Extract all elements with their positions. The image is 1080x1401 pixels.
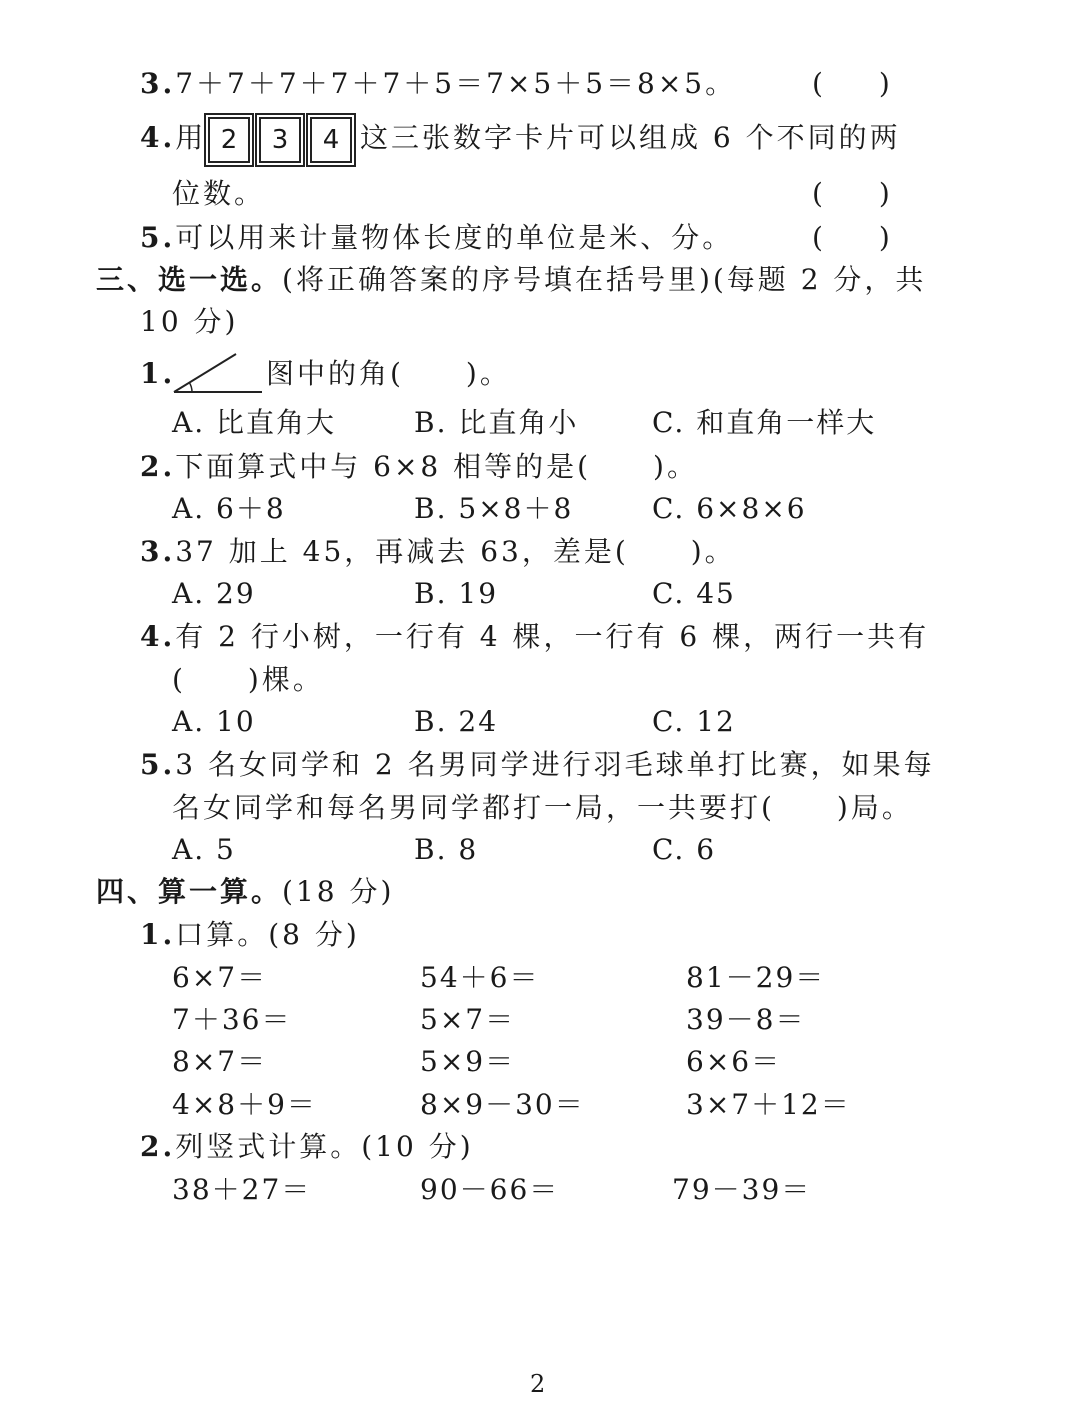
oral-calc[interactable]: 8×9－30＝ xyxy=(420,1088,585,1121)
digit-card: 3 xyxy=(259,117,301,163)
option-a[interactable]: A. 比直角大 xyxy=(172,406,337,439)
part-title: 列竖式计算。(10 分) xyxy=(175,1130,474,1163)
option-a[interactable]: A. 10 xyxy=(172,705,256,738)
oral-calc[interactable]: 54＋6＝ xyxy=(420,961,540,994)
page-number: 2 xyxy=(530,1370,546,1398)
q-text: 这三张数字卡片可以组成 6 个不同的两 xyxy=(360,121,901,154)
q-text: 可以用来计量物体长度的单位是米、分。 xyxy=(175,221,734,254)
part-1-heading xyxy=(140,917,360,953)
q-number: 2. xyxy=(140,1130,176,1163)
option-a[interactable]: A. 6＋8 xyxy=(172,492,286,525)
q-text: 7＋7＋7＋7＋7＋5＝7×5＋5＝8×5。 xyxy=(175,67,737,100)
oral-calc[interactable]: 7＋36＝ xyxy=(172,1003,292,1036)
oral-calc[interactable]: 39－8＝ xyxy=(686,1003,806,1036)
part-title: 口算。(8 分) xyxy=(175,918,360,951)
oral-calc[interactable]: 8×7＝ xyxy=(172,1045,268,1078)
section-title: 四、算一算。 xyxy=(96,875,283,908)
q-number: 4. xyxy=(140,121,176,154)
oral-calc[interactable]: 4×8＋9＝ xyxy=(172,1088,317,1121)
q-stem-2: ( )棵。 xyxy=(172,663,324,696)
oral-calc[interactable]: 6×7＝ xyxy=(172,961,268,994)
oral-calc[interactable]: 6×6＝ xyxy=(686,1045,782,1078)
angle-ray-top xyxy=(174,354,236,392)
oral-calc[interactable]: 5×9＝ xyxy=(420,1045,516,1078)
oral-calc[interactable]: 81－29＝ xyxy=(686,961,826,994)
option-b[interactable]: B. 19 xyxy=(414,577,499,610)
part-2-heading xyxy=(140,1129,474,1165)
vertical-calc[interactable]: 90－66＝ xyxy=(420,1173,560,1206)
vertical-calc[interactable]: 79－39＝ xyxy=(672,1173,812,1206)
section-desc-2: 10 分) xyxy=(140,305,239,338)
oral-calc[interactable]: 5×7＝ xyxy=(420,1003,516,1036)
option-c[interactable]: C. 6×8×6 xyxy=(652,492,807,525)
q-stem-2: 名女同学和每名男同学都打一局，一共要打( )局。 xyxy=(172,791,913,824)
option-b[interactable]: B. 5×8＋8 xyxy=(414,492,574,525)
angle-arc xyxy=(189,382,192,392)
section-desc: (将正确答案的序号填在括号里)(每题 2 分，共 xyxy=(282,263,927,296)
option-c[interactable]: C. 12 xyxy=(652,705,736,738)
answer-blank[interactable]: ( ) xyxy=(812,221,890,254)
option-c[interactable]: C. 和直角一样大 xyxy=(652,406,877,439)
q-number: 1. xyxy=(140,918,176,951)
judge-q3 xyxy=(140,66,736,102)
q5 xyxy=(140,747,935,783)
q2 xyxy=(140,449,698,485)
q-stem: 3 名女同学和 2 名男同学进行羽毛球单打比赛，如果每 xyxy=(175,748,935,781)
option-b[interactable]: B. 24 xyxy=(414,705,499,738)
judge-q5 xyxy=(140,220,733,256)
option-b[interactable]: B. 8 xyxy=(414,833,479,866)
q-stem: 图中的角( )。 xyxy=(266,357,511,390)
q-number: 2. xyxy=(140,450,176,483)
q-stem: 下面算式中与 6×8 相等的是( )。 xyxy=(175,450,698,483)
acute-angle-figure xyxy=(170,350,264,396)
judge-q4 xyxy=(140,120,206,156)
q-number: 4. xyxy=(140,620,176,653)
digit-card: 4 xyxy=(310,117,352,163)
option-b[interactable]: B. 比直角小 xyxy=(414,406,579,439)
option-c[interactable]: C. 6 xyxy=(652,833,717,866)
section-title: 三、选一选。 xyxy=(96,263,283,296)
q-stem: 有 2 行小树，一行有 4 棵，一行有 6 棵，两行一共有 xyxy=(175,620,930,653)
option-a[interactable]: A. 29 xyxy=(172,577,256,610)
option-c[interactable]: C. 45 xyxy=(652,577,736,610)
q-number: 5. xyxy=(140,221,176,254)
oral-calc[interactable]: 3×7＋12＝ xyxy=(686,1088,851,1121)
q-number: 3. xyxy=(140,535,176,568)
q-number: 3. xyxy=(140,67,176,100)
q3 xyxy=(140,534,736,570)
q-text: 用 xyxy=(175,121,207,154)
q-text: 位数。 xyxy=(172,177,266,210)
section-3-heading xyxy=(96,262,926,298)
vertical-calc[interactable]: 38＋27＝ xyxy=(172,1173,312,1206)
q4 xyxy=(140,619,929,655)
answer-blank[interactable]: ( ) xyxy=(812,67,890,100)
section-4-heading xyxy=(96,874,394,910)
option-a[interactable]: A. 5 xyxy=(172,833,236,866)
section-score: (18 分) xyxy=(282,875,395,908)
q-number: 1. xyxy=(140,357,176,390)
q-stem: 37 加上 45，再减去 63，差是( )。 xyxy=(175,535,736,568)
q-number: 5. xyxy=(140,748,176,781)
answer-blank[interactable]: ( ) xyxy=(812,177,890,210)
digit-card: 2 xyxy=(208,117,250,163)
